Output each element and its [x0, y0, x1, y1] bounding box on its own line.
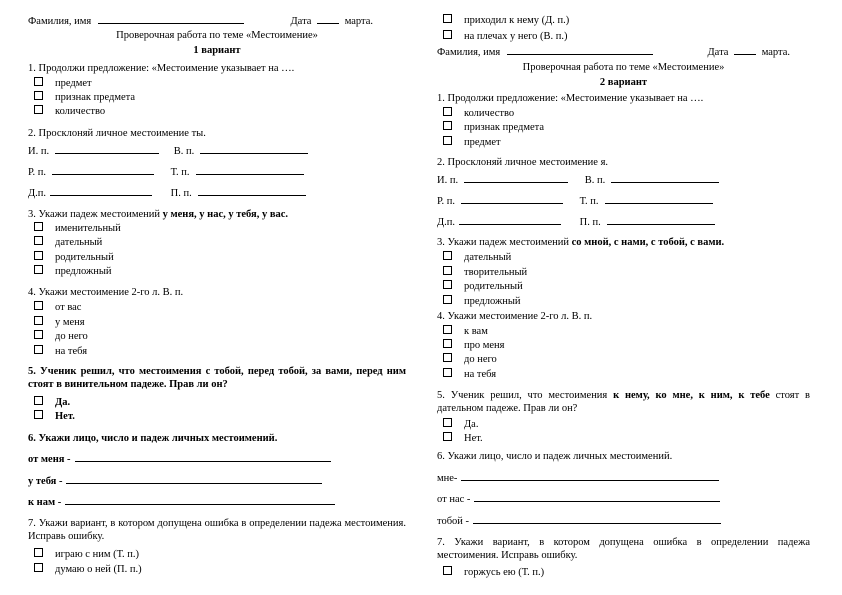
q4-option[interactable]: до него [437, 353, 497, 366]
checkbox[interactable] [34, 330, 43, 339]
question-1-text: 1. Продолжи предложение: «Местоимение указывает на …. [28, 63, 295, 74]
checkbox[interactable] [443, 14, 452, 23]
checkbox[interactable] [34, 396, 43, 405]
worksheet-title: Проверочная работа по теме «Местоимение» [116, 30, 318, 41]
checkbox[interactable] [34, 105, 43, 114]
q6-item: тобой - [437, 514, 721, 528]
q3-option[interactable]: именительный [28, 222, 121, 235]
q3-option[interactable]: родительный [437, 280, 523, 293]
q6-item: от нас - [437, 492, 720, 506]
q1-option[interactable]: предмет [437, 136, 501, 149]
question-2-text: 2. Просклоняй личное местоимение ты. [28, 128, 206, 139]
variant-heading: 2 вариант [599, 77, 648, 88]
checkbox[interactable] [34, 265, 43, 274]
date-month: марта. [761, 47, 791, 58]
q5-option[interactable]: Да. [28, 396, 70, 409]
question-1-text: 1. Продолжи предложение: «Местоимение указывает на …. [437, 93, 704, 104]
answer-line[interactable] [474, 492, 720, 502]
checkbox[interactable] [443, 418, 452, 427]
checkbox[interactable] [34, 77, 43, 86]
answer-line[interactable] [611, 173, 719, 183]
answer-line[interactable] [461, 471, 719, 481]
question-4-text: 4. Укажи местоимение 2-го л. В. п. [28, 287, 184, 298]
q7-option[interactable]: играю с ним (Т. п.) [28, 548, 139, 561]
answer-line[interactable] [198, 186, 306, 196]
q1-option[interactable]: признак предмета [437, 121, 544, 134]
case-row: И. п. В. п. [28, 144, 308, 158]
q3-option[interactable]: предложный [437, 295, 521, 308]
q1-option[interactable]: количество [28, 105, 105, 118]
checkbox[interactable] [34, 222, 43, 231]
q3-option[interactable]: дательный [437, 251, 511, 264]
q5-option[interactable]: Нет. [437, 432, 483, 445]
answer-line[interactable] [200, 144, 308, 154]
question-7-text: 7. Укажи вариант, в котором допущена ошибка в определении падежа местоимения. Исправь ошибку. [28, 518, 406, 543]
checkbox[interactable] [443, 432, 452, 441]
question-7-text: 7. Укажи вариант, в котором допущена ошибка в определении падежа местоимения. Исправь ошибку. [437, 537, 810, 562]
checkbox[interactable] [443, 325, 452, 334]
q4-option[interactable]: на тебя [28, 345, 87, 358]
case-row: И. п. В. п. [437, 173, 719, 187]
checkbox[interactable] [34, 316, 43, 325]
checkbox[interactable] [34, 251, 43, 260]
date-label: Дата [707, 47, 729, 58]
answer-line[interactable] [464, 173, 568, 183]
checkbox[interactable] [443, 566, 452, 575]
question-2-text: 2. Просклоняй личное местоимение я. [437, 157, 609, 168]
checkbox[interactable] [443, 251, 452, 260]
answer-line[interactable] [50, 186, 152, 196]
surname-label: Фамилия, имя [437, 47, 501, 58]
checkbox[interactable] [34, 410, 43, 419]
surname-label: Фамилия, имя [28, 16, 92, 27]
case-row: Р. п. Т. п. [28, 165, 304, 179]
q1-option[interactable]: признак предмета [28, 91, 135, 104]
checkbox[interactable] [443, 30, 452, 39]
answer-line[interactable] [75, 452, 331, 462]
date-month: марта. [344, 16, 374, 27]
q4-option[interactable]: от вас [28, 301, 81, 314]
question-5-text: 5. Ученик решил, что местоимения к нему, ко мне, к ним, к тебе стоят в дательном падеже. Прав ли он? [437, 390, 810, 415]
checkbox[interactable] [34, 548, 43, 557]
answer-line[interactable] [461, 194, 563, 204]
q1-option[interactable]: предмет [28, 77, 92, 90]
q4-option[interactable]: на тебя [437, 368, 496, 381]
answer-line[interactable] [66, 474, 322, 484]
q3-option[interactable]: творительный [437, 266, 527, 279]
checkbox[interactable] [443, 266, 452, 275]
checkbox[interactable] [34, 563, 43, 572]
case-row: Д.п. П. п. [28, 186, 306, 200]
checkbox[interactable] [443, 339, 452, 348]
surname-field[interactable] [507, 45, 653, 55]
answer-line[interactable] [607, 215, 715, 225]
q7-option[interactable]: горжусь ею (Т. п.) [437, 566, 544, 579]
case-row: Р. п. Т. п. [437, 194, 713, 208]
q3-option[interactable]: родительный [28, 251, 114, 264]
question-5-text: 5. Ученик решил, что местоимения с тобой, перед тобой, за вами, перед ним стоят в винительном падеже. Прав ли он? [28, 366, 406, 391]
worksheet-title: Проверочная работа по теме «Местоимение» [522, 62, 725, 73]
answer-line[interactable] [196, 165, 304, 175]
answer-line[interactable] [52, 165, 154, 175]
header-row [28, 14, 373, 28]
variant-heading: 1 вариант [193, 45, 241, 56]
date-field[interactable] [734, 45, 756, 55]
checkbox[interactable] [34, 91, 43, 100]
q6-item: у тебя - [28, 474, 322, 488]
checkbox[interactable] [443, 353, 452, 362]
q7-option[interactable]: думаю о ней (П. п.) [28, 563, 142, 576]
question-6-text: 6. Укажи лицо, число и падеж личных местоимений. [28, 433, 278, 444]
checkbox[interactable] [34, 301, 43, 310]
q5-option[interactable]: Нет. [28, 410, 75, 423]
answer-line[interactable] [605, 194, 713, 204]
checkbox[interactable] [443, 280, 452, 289]
checkbox[interactable] [443, 121, 452, 130]
question-3-text: 3. Укажи падеж местоимений у меня, у нас, у тебя, у вас. [28, 209, 289, 220]
question-3-text: 3. Укажи падеж местоимений со мной, с нами, с тобой, с вами. [437, 237, 725, 248]
checkbox[interactable] [34, 345, 43, 354]
date-field[interactable] [317, 14, 339, 24]
checkbox[interactable] [443, 368, 452, 377]
checkbox[interactable] [443, 107, 452, 116]
q6-item: от меня - [28, 452, 331, 466]
q7-option-continued[interactable]: на плечах у него (В. п.) [437, 30, 568, 43]
question-4-text: 4. Укажи местоимение 2-го л. В. п. [437, 311, 593, 322]
answer-line[interactable] [65, 495, 335, 505]
checkbox[interactable] [443, 136, 452, 145]
q3-option[interactable]: дательный [28, 236, 102, 249]
q4-option[interactable]: у меня [28, 316, 85, 329]
answer-line[interactable] [473, 514, 721, 524]
checkbox[interactable] [443, 295, 452, 304]
q6-item: мне- [437, 471, 719, 485]
q4-option[interactable]: про меня [437, 339, 505, 352]
question-6-text: 6. Укажи лицо, число и падеж личных местоимений. [437, 451, 673, 462]
answer-line[interactable] [55, 144, 159, 154]
case-row: Д.п. П. п. [437, 215, 715, 229]
q1-option[interactable]: количество [437, 107, 514, 120]
checkbox[interactable] [34, 236, 43, 245]
q6-item: к нам - [28, 495, 335, 509]
date-label: Дата [290, 16, 312, 27]
q4-option[interactable]: к вам [437, 325, 488, 338]
answer-line[interactable] [459, 215, 561, 225]
q5-option[interactable]: Да. [437, 418, 478, 431]
q4-option[interactable]: до него [28, 330, 88, 343]
q3-option[interactable]: предложный [28, 265, 112, 278]
header-row [437, 45, 790, 59]
surname-field[interactable] [98, 14, 244, 24]
q7-option-continued[interactable]: приходил к нему (Д. п.) [437, 14, 569, 27]
